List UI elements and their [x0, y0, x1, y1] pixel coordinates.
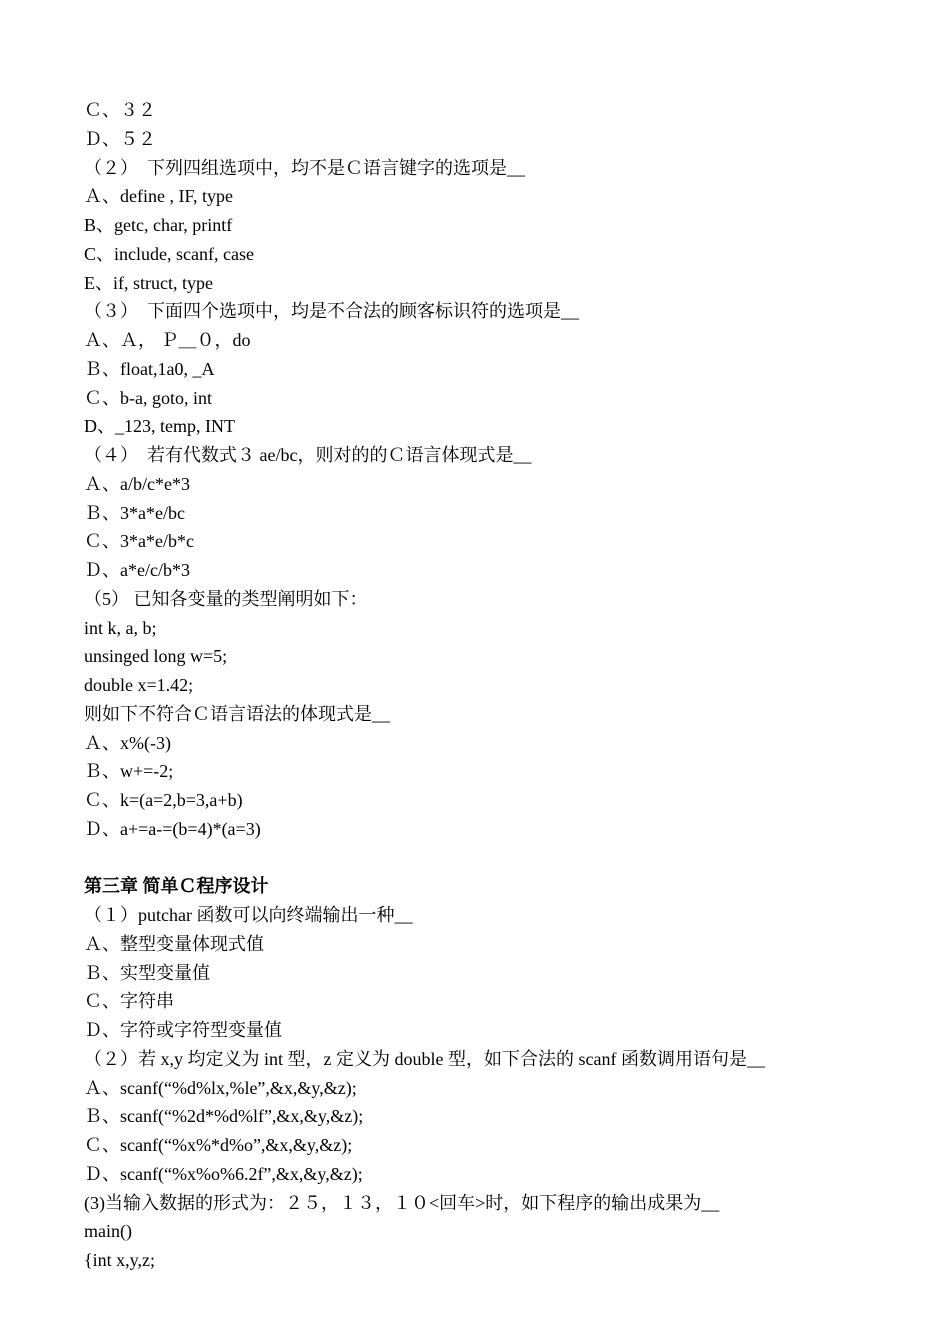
code-line: {int x,y,z; — [84, 1250, 155, 1270]
option-line: C、include, scanf, case — [84, 243, 254, 264]
option-line: Ｃ、b-a, goto, int — [84, 387, 212, 408]
option-line: Ｃ、scanf(“%x%*d%o”,&x,&y,&z); — [84, 1135, 353, 1155]
question-line: （5） 已知各变量的类型阐明如下： — [84, 588, 368, 609]
question-line: （４） 若有代数式３ ae/bc，则对的的Ｃ语言体现式是__ — [84, 445, 532, 465]
option-line: Ｂ、3*a*e/bc — [84, 502, 185, 523]
option-line: B、getc, char, printf — [84, 215, 233, 235]
question-line: （２）若 x,y 均定义为 int 型，z 定义为 double 型，如下合法的 scanf 函数调用语句是__ — [84, 1048, 765, 1069]
option-line: Ａ、scanf(“%d%lx,%le”,&x,&y,&z); — [84, 1077, 357, 1098]
option-line: Ａ、整型变量体现式值 — [84, 933, 264, 954]
option-line: Ｄ、a*e/c/b*3 — [84, 560, 190, 580]
code-line: double x=1.42; — [84, 675, 194, 695]
option-line: Ｄ、５２ — [84, 128, 156, 149]
option-line: Ａ、a/b/c*e*3 — [84, 473, 190, 494]
option-line: Ｃ、３２ — [84, 100, 156, 120]
question-line: （３） 下面四个选项中，均是不合法的顾客标识符的选项是__ — [84, 301, 579, 322]
question-line: （１）putchar 函数可以向终端输出一种__ — [84, 905, 413, 925]
option-line: Ｄ、a+=a-=(b=4)*(a=3) — [84, 818, 261, 839]
question-line: (3)当输入数据的形式为：２５，１３，１０<回车>时，如下程序的输出成果为__ — [84, 1192, 720, 1213]
option-line: Ｂ、float,1a0, _A — [84, 358, 215, 379]
option-line: E、if, struct, type — [84, 272, 213, 293]
option-line: Ａ、Ａ， Ｐ＿０，do — [84, 330, 251, 350]
option-line: Ｃ、k=(a=2,b=3,a+b) — [84, 790, 243, 810]
option-line: Ｃ、字符串 — [84, 991, 174, 1012]
document-page — [84, 96, 884, 1275]
option-line: Ｂ、w+=-2; — [84, 761, 174, 782]
option-line: Ｃ、3*a*e/b*c — [84, 531, 194, 552]
code-line: int k, a, b; — [84, 617, 157, 638]
question-line: （２） 下列四组选项中，均不是Ｃ语言键字的选项是__ — [84, 157, 525, 178]
code-line: unsinged long w=5; — [84, 646, 228, 667]
option-line: Ｂ、实型变量值 — [84, 962, 210, 983]
option-line: Ｄ、scanf(“%x%o%6.2f”,&x,&y,&z); — [84, 1163, 363, 1184]
code-line: main() — [84, 1221, 132, 1242]
option-line: D、_123, temp, INT — [84, 416, 235, 437]
option-line: Ｂ、scanf(“%2d*%d%lf”,&x,&y,&z); — [84, 1106, 364, 1127]
chapter-heading: 第三章 简单Ｃ程序设计 — [84, 876, 269, 897]
question-line: 则如下不符合Ｃ语言语法的体现式是__ — [84, 703, 390, 724]
option-line: Ａ、define , IF, type — [84, 186, 234, 207]
blank-line — [84, 844, 884, 873]
option-line: Ａ、x%(-3) — [84, 732, 171, 753]
option-line: Ｄ、字符或字符型变量值 — [84, 1020, 282, 1040]
